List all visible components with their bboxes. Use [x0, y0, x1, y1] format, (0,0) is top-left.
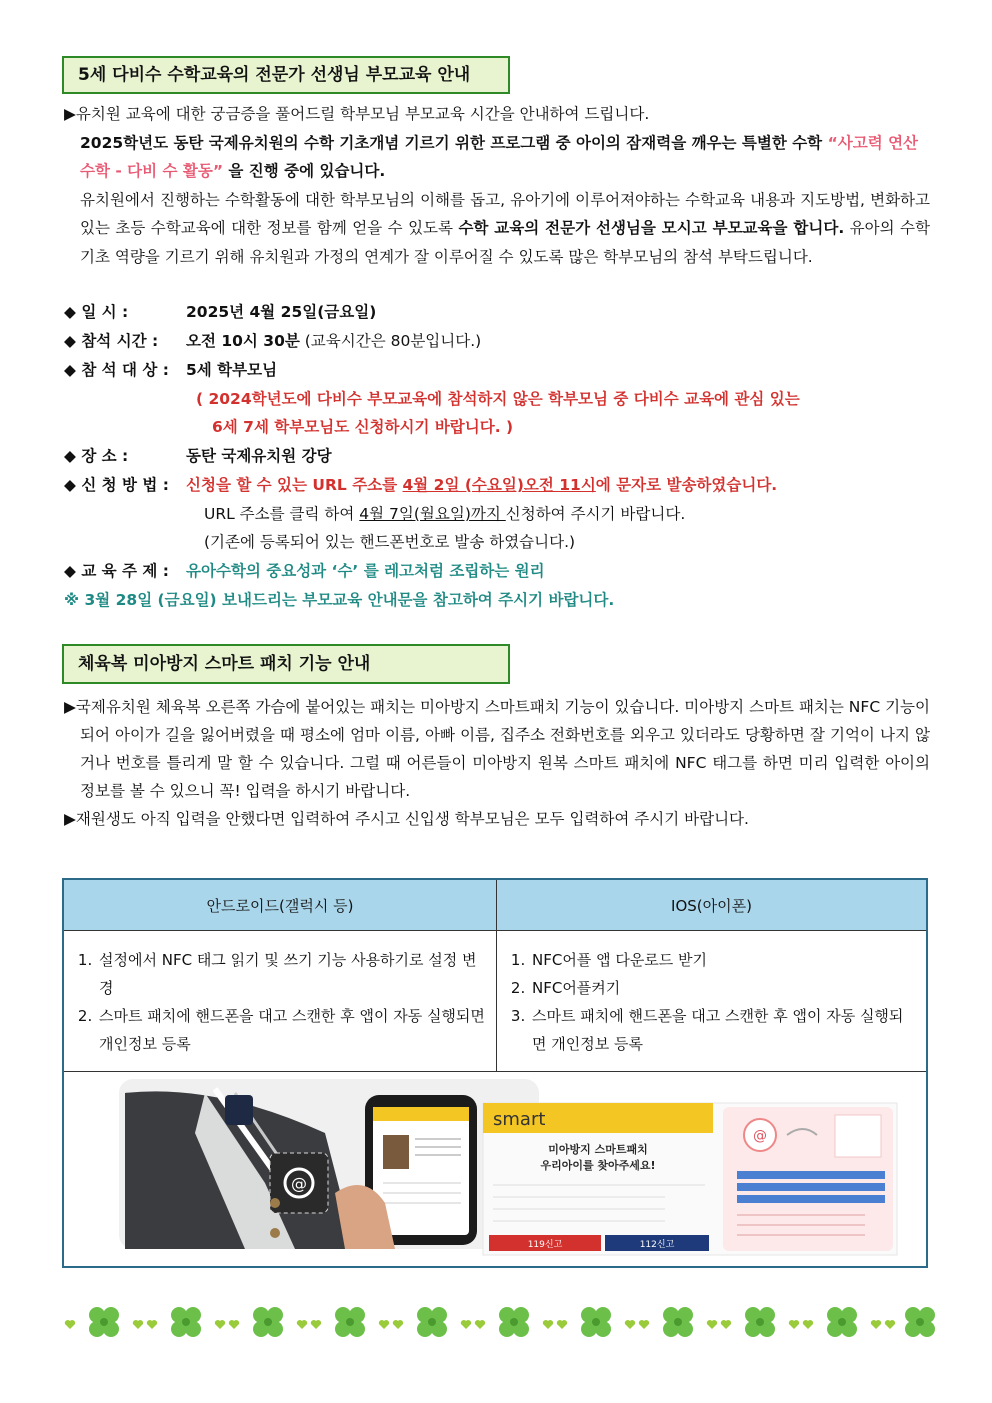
- purpose-bold: 수학 교육의 전문가 선생님을 모시고 부모교육을 합니다.: [458, 219, 845, 237]
- clover-border-decoration: [60, 1300, 940, 1350]
- apply-text: 신청을 할 수 있는 URL 주소를: [186, 476, 403, 494]
- target-note-2: 6세 7세 학부모님도 신청하시기 바랍니다. ): [212, 418, 514, 436]
- android-steps: [63, 931, 497, 1072]
- android-step: 1. 설정에서 NFC 태그 읽기 및 쓰기 기능 사용하기로 설정 변경: [97, 946, 487, 1002]
- apply-label: ◆ 신 청 방 법 :: [64, 476, 169, 494]
- section2-body: [64, 693, 930, 833]
- promo-brand: smart: [493, 1109, 546, 1130]
- purpose-text-end: 유아의 수학 기초 역량을 기르기 위해 유치원과 가정의 연계가 잘 이루어질 수 있도록 많은 학부모님의 참석 부탁드립니다.: [80, 219, 930, 266]
- section1-title: 5세 다비수 수학교육의 전문가 선생님 부모교육 안내: [62, 56, 510, 94]
- apply2-text-end: 신청하여 주시기 바랍니다.: [505, 505, 686, 523]
- clover-icon: [745, 1307, 775, 1337]
- purpose-paragraph: [64, 186, 930, 272]
- android-header: 안드로이드(갤럭시 등): [63, 879, 497, 931]
- clover-icon: [827, 1307, 857, 1337]
- clover-icon: [663, 1307, 693, 1337]
- clover-icon: [335, 1307, 365, 1337]
- smart-patch-illustration: [65, 1073, 925, 1265]
- target-row: [64, 356, 277, 384]
- apply-row-2: [204, 500, 685, 528]
- clover-icon: [905, 1307, 935, 1337]
- clover-icon: [89, 1307, 119, 1337]
- time-value: 오전 10시 30분: [186, 332, 300, 350]
- time-row: [64, 327, 481, 355]
- nfc-guide-table: [62, 878, 928, 1268]
- android-step: 2. 스마트 패치에 핸드폰을 대고 스캔한 후 앱이 자동 실행되면 개인정보 등록: [97, 1002, 487, 1058]
- clover-icon: [253, 1307, 283, 1337]
- topic-value: 유아수학의 중요성과 ‘수’ 를 레고처럼 조립하는 원리: [186, 562, 545, 580]
- program-paragraph: [64, 129, 930, 186]
- svg-text:@: @: [753, 1128, 767, 1144]
- ios-header: IOS(아이폰): [497, 879, 928, 931]
- apply2-deadline: 4월 7일(월요일)까지: [359, 505, 506, 523]
- program-text-end: 을 진행 중에 있습니다.: [223, 162, 386, 180]
- date-value: 2025년 4월 25일(금요일): [186, 303, 377, 321]
- ios-step: 2. NFC어플켜기: [530, 974, 917, 1002]
- place-value: 동탄 국제유치원 강당: [186, 447, 332, 465]
- date-label: ◆ 일 시 :: [64, 303, 129, 321]
- patch-paragraph: ▶국제유치원 체육복 오른쪽 가슴에 붙어있는 패치는 미아방지 스마트패치 기능이 있습니다. 미아방지 스마트 패치는 NFC 기능이 되어 아이가 길을 잃어버렸을 때 평소에 엄마 이름, 아빠 이름, 집주소 전화번호를 외우고 있더라도 당황하면 잘 기억이 나지 않거나 번호를 틀리게 말 할 수 있습니다. 그럴 때 어른들이 미아방지 원복 스마트 패치에 NFC 태그를 하면 미리 입력한 아이의 정보를 볼 수 있으니 꼭! 입력을 하시기 바랍니다.: [64, 698, 930, 800]
- clover-icon: [581, 1307, 611, 1337]
- target-note-1: ( 2024학년도에 다비수 부모교육에 참석하지 않은 학부모님 중 다비수 교육에 관심 있는: [196, 390, 800, 408]
- target-label: ◆ 참 석 대 상 :: [64, 361, 169, 379]
- intro-line: ▶유치원 교육에 대한 궁금증을 풀어드릴 학부모님 부모교육 시간을 안내하여 드립니다.: [64, 105, 650, 123]
- apply-row-3: (기존에 등록되어 있는 핸드폰번호로 발송 하였습니다.): [204, 533, 576, 551]
- time-label: ◆ 참석 시간 :: [64, 332, 159, 350]
- section2-title: 체육복 미아방지 스마트 패치 기능 안내: [62, 644, 510, 684]
- svg-text:@: @: [291, 1174, 307, 1193]
- program-text: 2025학년도 동탄 국제유치원의 수학 기초개념 기르기 위한 프로그램 중 아이의 잠재력을 깨우는 특별한 수학: [80, 133, 828, 152]
- clover-icon: [171, 1307, 201, 1337]
- purpose-text: 유치원에서 진행하는 수학활동에 대한 학부모님의 이해를 돕고, 유아기에 이루어져야하는 수학교육 내용과 지도방법, 변화하고 있는 초등 수학교육에 대한 정보를 함께 얻을 수 있도록: [80, 190, 930, 237]
- section1-body: [64, 100, 930, 271]
- apply-text-end: 에 문자로 발송하였습니다.: [595, 476, 778, 494]
- clover-icon: [499, 1307, 529, 1337]
- topic-row: [64, 557, 545, 585]
- clover-icon: [417, 1307, 447, 1337]
- time-note: (교육시간은 80분입니다.): [299, 332, 482, 350]
- promo-headline-1: 미아방지 스마트패치: [548, 1143, 648, 1156]
- program-highlight: “사고력 연산 수학 - 다비 수 활동”: [80, 133, 919, 180]
- ios-step: 3. 스마트 패치에 핸드폰을 대고 스캔한 후 앱이 자동 실행되면 개인정보 등록: [530, 1002, 917, 1058]
- enroll-paragraph: ▶재원생도 아직 입력을 안했다면 입력하여 주시고 신입생 학부모님은 모두 입력하여 주시기 바랍니다.: [64, 810, 749, 828]
- date-row: [64, 298, 376, 326]
- ios-step: 1. NFC어플 앱 다운로드 받기: [530, 946, 917, 974]
- promo-headline-2: 우리아이를 찾아주세요!: [540, 1159, 656, 1172]
- place-row: [64, 442, 332, 470]
- ios-steps: [497, 931, 928, 1072]
- apply2-text: URL 주소를 클릭 하여: [204, 505, 360, 523]
- target-value: 5세 학부모님: [186, 361, 278, 379]
- promo-btn-119: 119신고: [527, 1240, 563, 1250]
- topic-label: ◆ 교 육 주 제 :: [64, 562, 169, 580]
- promo-btn-112: 112신고: [639, 1240, 675, 1250]
- apply-row: [64, 471, 777, 499]
- apply-date: 4월 2일 (수요일)오전 11시: [402, 476, 596, 494]
- place-label: ◆ 장 소 :: [64, 447, 129, 465]
- notice-line: ※ 3월 28일 (금요일) 보내드리는 부모교육 안내문을 참고하여 주시기 바랍니다.: [64, 591, 615, 609]
- smart-patch-image-cell: [63, 1072, 927, 1268]
